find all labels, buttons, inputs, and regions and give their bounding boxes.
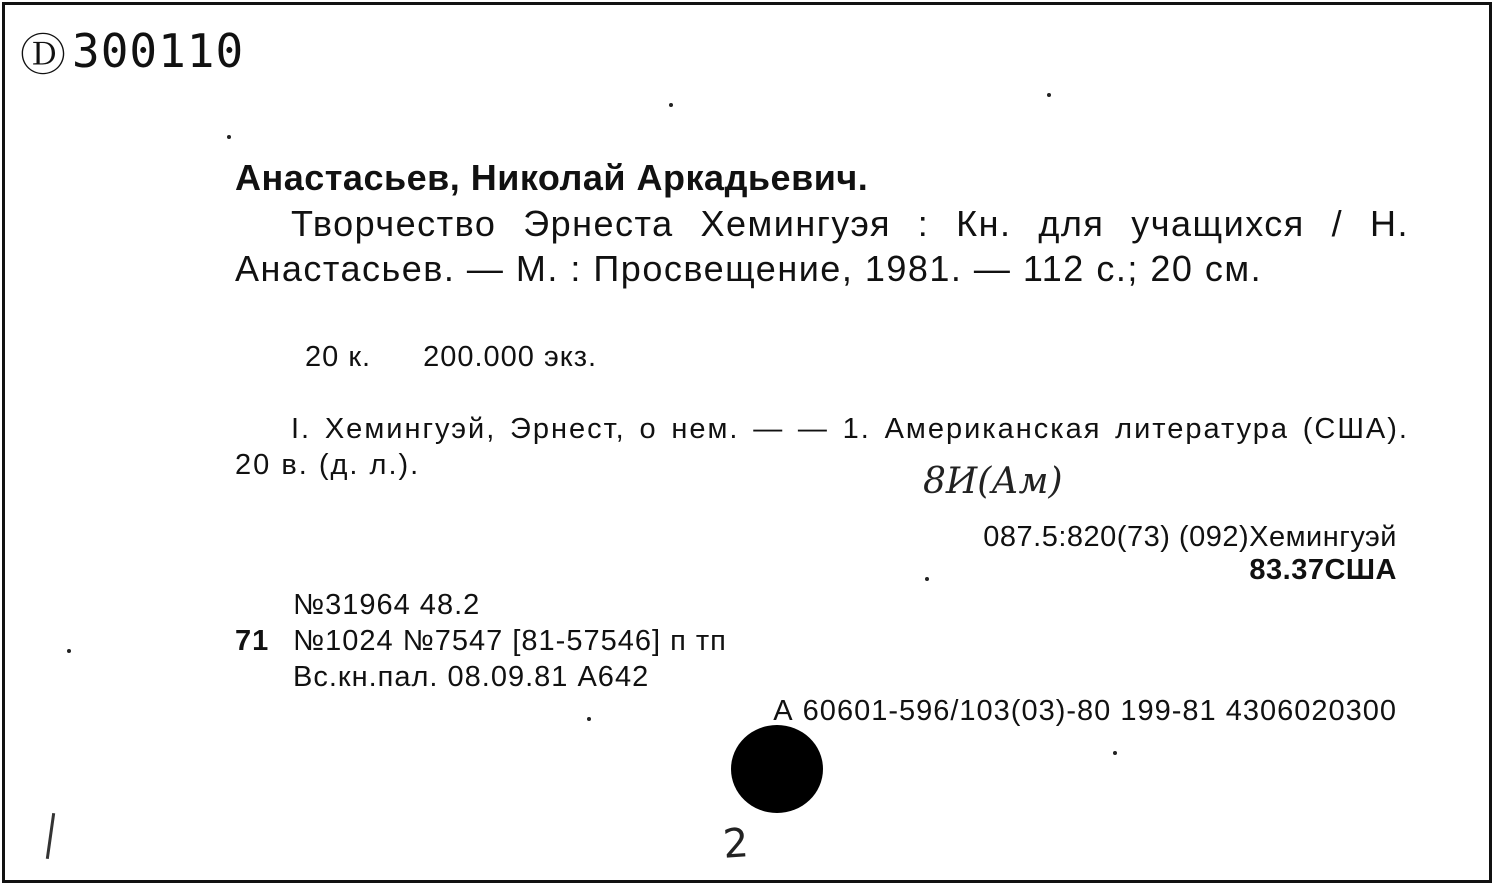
punch-hole [731, 725, 823, 813]
code-row-text: Вс.кн.пал. 08.09.81 А642 [293, 661, 650, 693]
bbk-index: 83.37США [1249, 554, 1397, 586]
code-row-number [235, 659, 293, 695]
bibliographic-description: Творчество Эрнеста Хемингуэя : Кн. для учащихся / Н. Анастасьев. — М. : Просвещение, 1981. — 112 с.; 20 см. [235, 203, 1409, 289]
code-row [235, 659, 727, 695]
code-row-text: №1024 №7547 [81-57546] п тп [293, 625, 727, 657]
publisher-code-line: А 60601-596/103(03)-80 199-81 4306020300 [773, 695, 1397, 727]
code-row-number: 71 [235, 625, 270, 657]
code-row-number [235, 587, 293, 623]
catalog-card [2, 2, 1492, 883]
speck [227, 135, 231, 139]
card-number-symbol: Ⓓ [19, 30, 68, 81]
handwritten-note: 8И(Ам) [923, 461, 1063, 502]
price: 20 к. [305, 341, 372, 373]
code-row [235, 587, 727, 623]
speck [67, 649, 71, 653]
code-row [235, 623, 727, 659]
author-heading: Анастасьев, Николай Аркадьевич. [235, 157, 869, 198]
code-row-text: №31964 48.2 [293, 589, 481, 621]
subject-headings: I. Хемингуэй, Эрнест, о нем. — — 1. Американская литература (США). 20 в. (д. л.). [235, 413, 1409, 481]
pencil-stroke [46, 813, 55, 859]
card-number-value: 300110 [72, 24, 245, 78]
speck [669, 103, 673, 107]
speck [1047, 93, 1051, 97]
speck [925, 577, 929, 581]
registration-codes [235, 587, 727, 695]
price-line [305, 341, 597, 374]
card-number [21, 19, 244, 83]
speck [587, 717, 591, 721]
speck [1113, 751, 1117, 755]
pencil-mark: 2 [721, 820, 751, 868]
print-run: 200.000 экз. [423, 341, 598, 373]
udc-index: 087.5:820(73) (092)Хемингуэй [983, 521, 1397, 553]
